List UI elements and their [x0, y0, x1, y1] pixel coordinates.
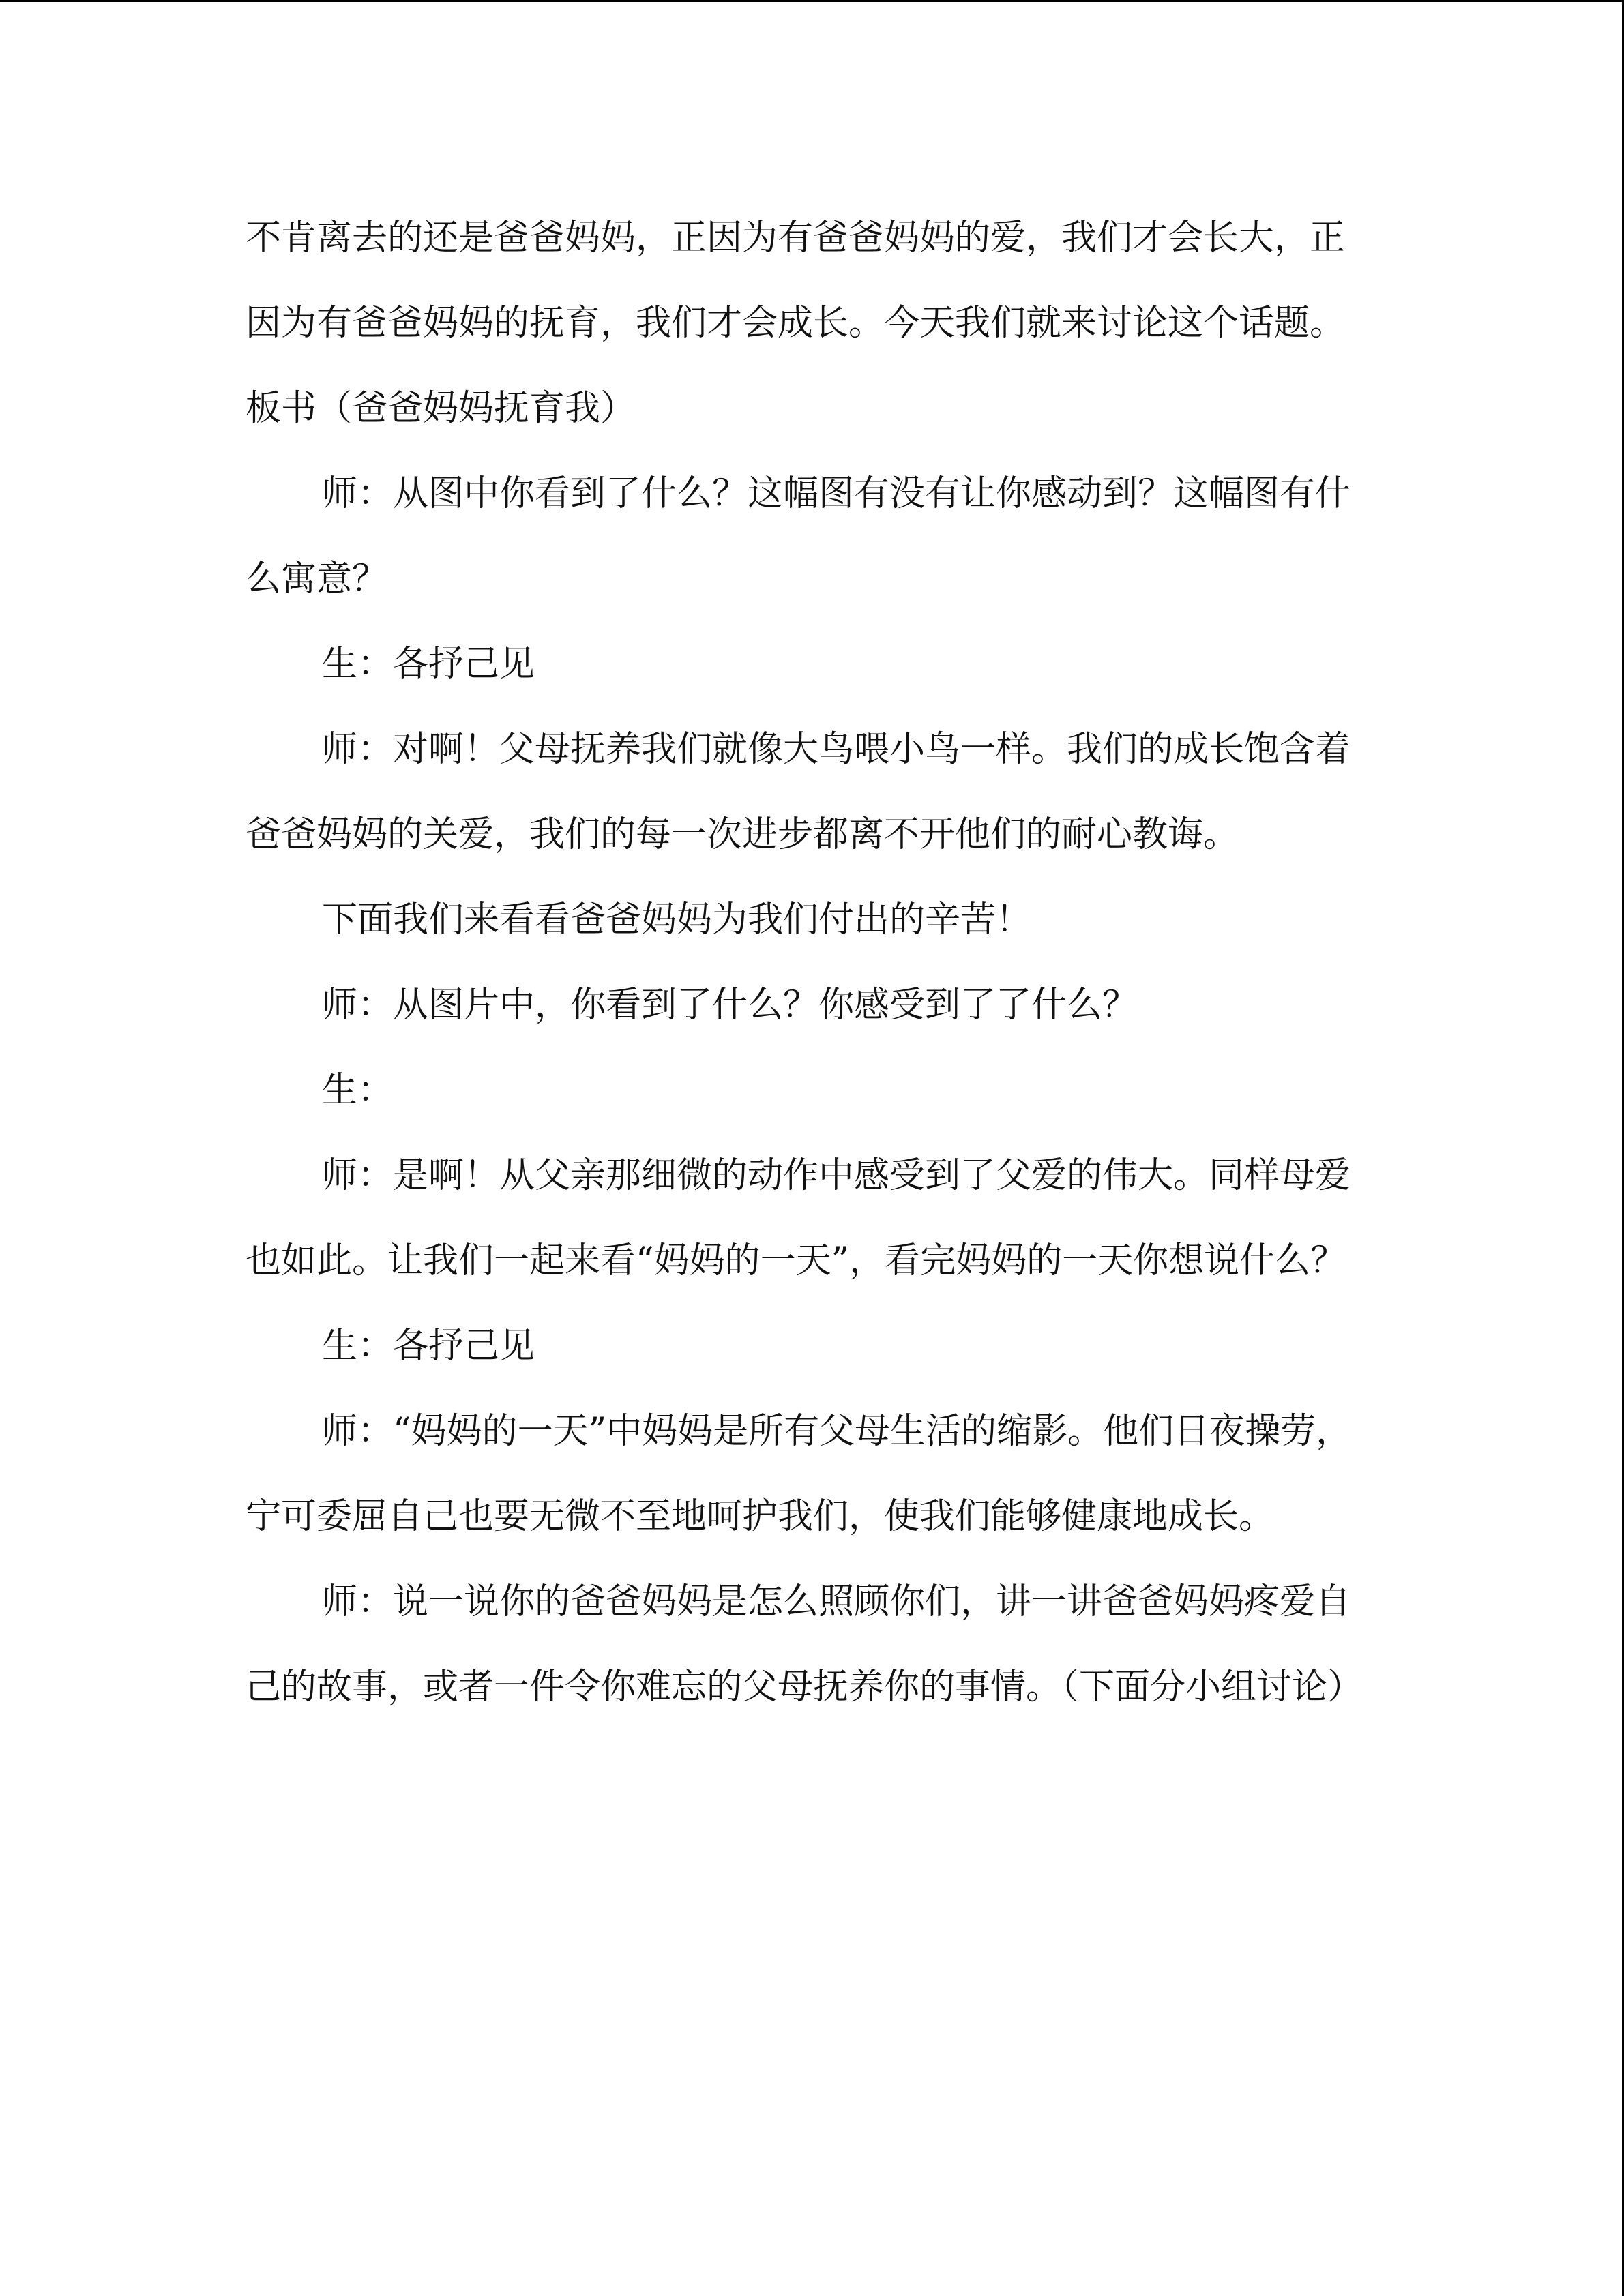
paragraph-4: 师：对啊！父母抚养我们就像大鸟喂小鸟一样。我们的成长饱含着爸爸妈妈的关爱，我们的每一次进步都离不开他们的耐心教诲。 — [246, 729, 1351, 855]
paragraph-10: 师：“妈妈的一天”中妈妈是所有父母生活的缩影。他们日夜操劳，宁可委屈自己也要无微不至地呵护我们，使我们能够健康地成长。 — [246, 1411, 1352, 1537]
paragraph-11: 师：说一说你的爸爸妈妈是怎么照顾你们，讲一讲爸爸妈妈疼爱自己的故事，或者一件令你难忘的父母抚养你的事情。（下面分小组讨论） — [246, 1581, 1363, 1708]
paragraph-5: 下面我们来看看爸爸妈妈为我们付出的辛苦！ — [322, 899, 1032, 940]
paragraph-3: 生：各抒己见 — [322, 644, 535, 685]
paragraph-1: 不肯离去的还是爸爸妈妈，正因为有爸爸妈妈的爱，我们才会长大，正因为有爸爸妈妈的抚育，我们才会成长。今天我们就来讨论这个话题。板书（爸爸妈妈抚育我） — [246, 218, 1346, 429]
paragraph-6: 师：从图片中，你看到了什么？你感受到了了什么？ — [322, 985, 1138, 1026]
paragraph-7: 生： — [322, 1070, 394, 1111]
document-body — [246, 196, 1378, 1730]
paragraph-9: 生：各抒己见 — [322, 1326, 535, 1367]
page-top-border — [0, 0, 1624, 2]
paragraph-8: 师：是啊！从父亲那细微的动作中感受到了父爱的伟大。同样母爱也如此。让我们一起来看“妈妈的一天”，看完妈妈的一天你想说什么？ — [246, 1155, 1351, 1281]
paragraph-2: 师：从图中你看到了什么？这幅图有没有让你感动到？这幅图有什么寓意？ — [246, 473, 1351, 599]
